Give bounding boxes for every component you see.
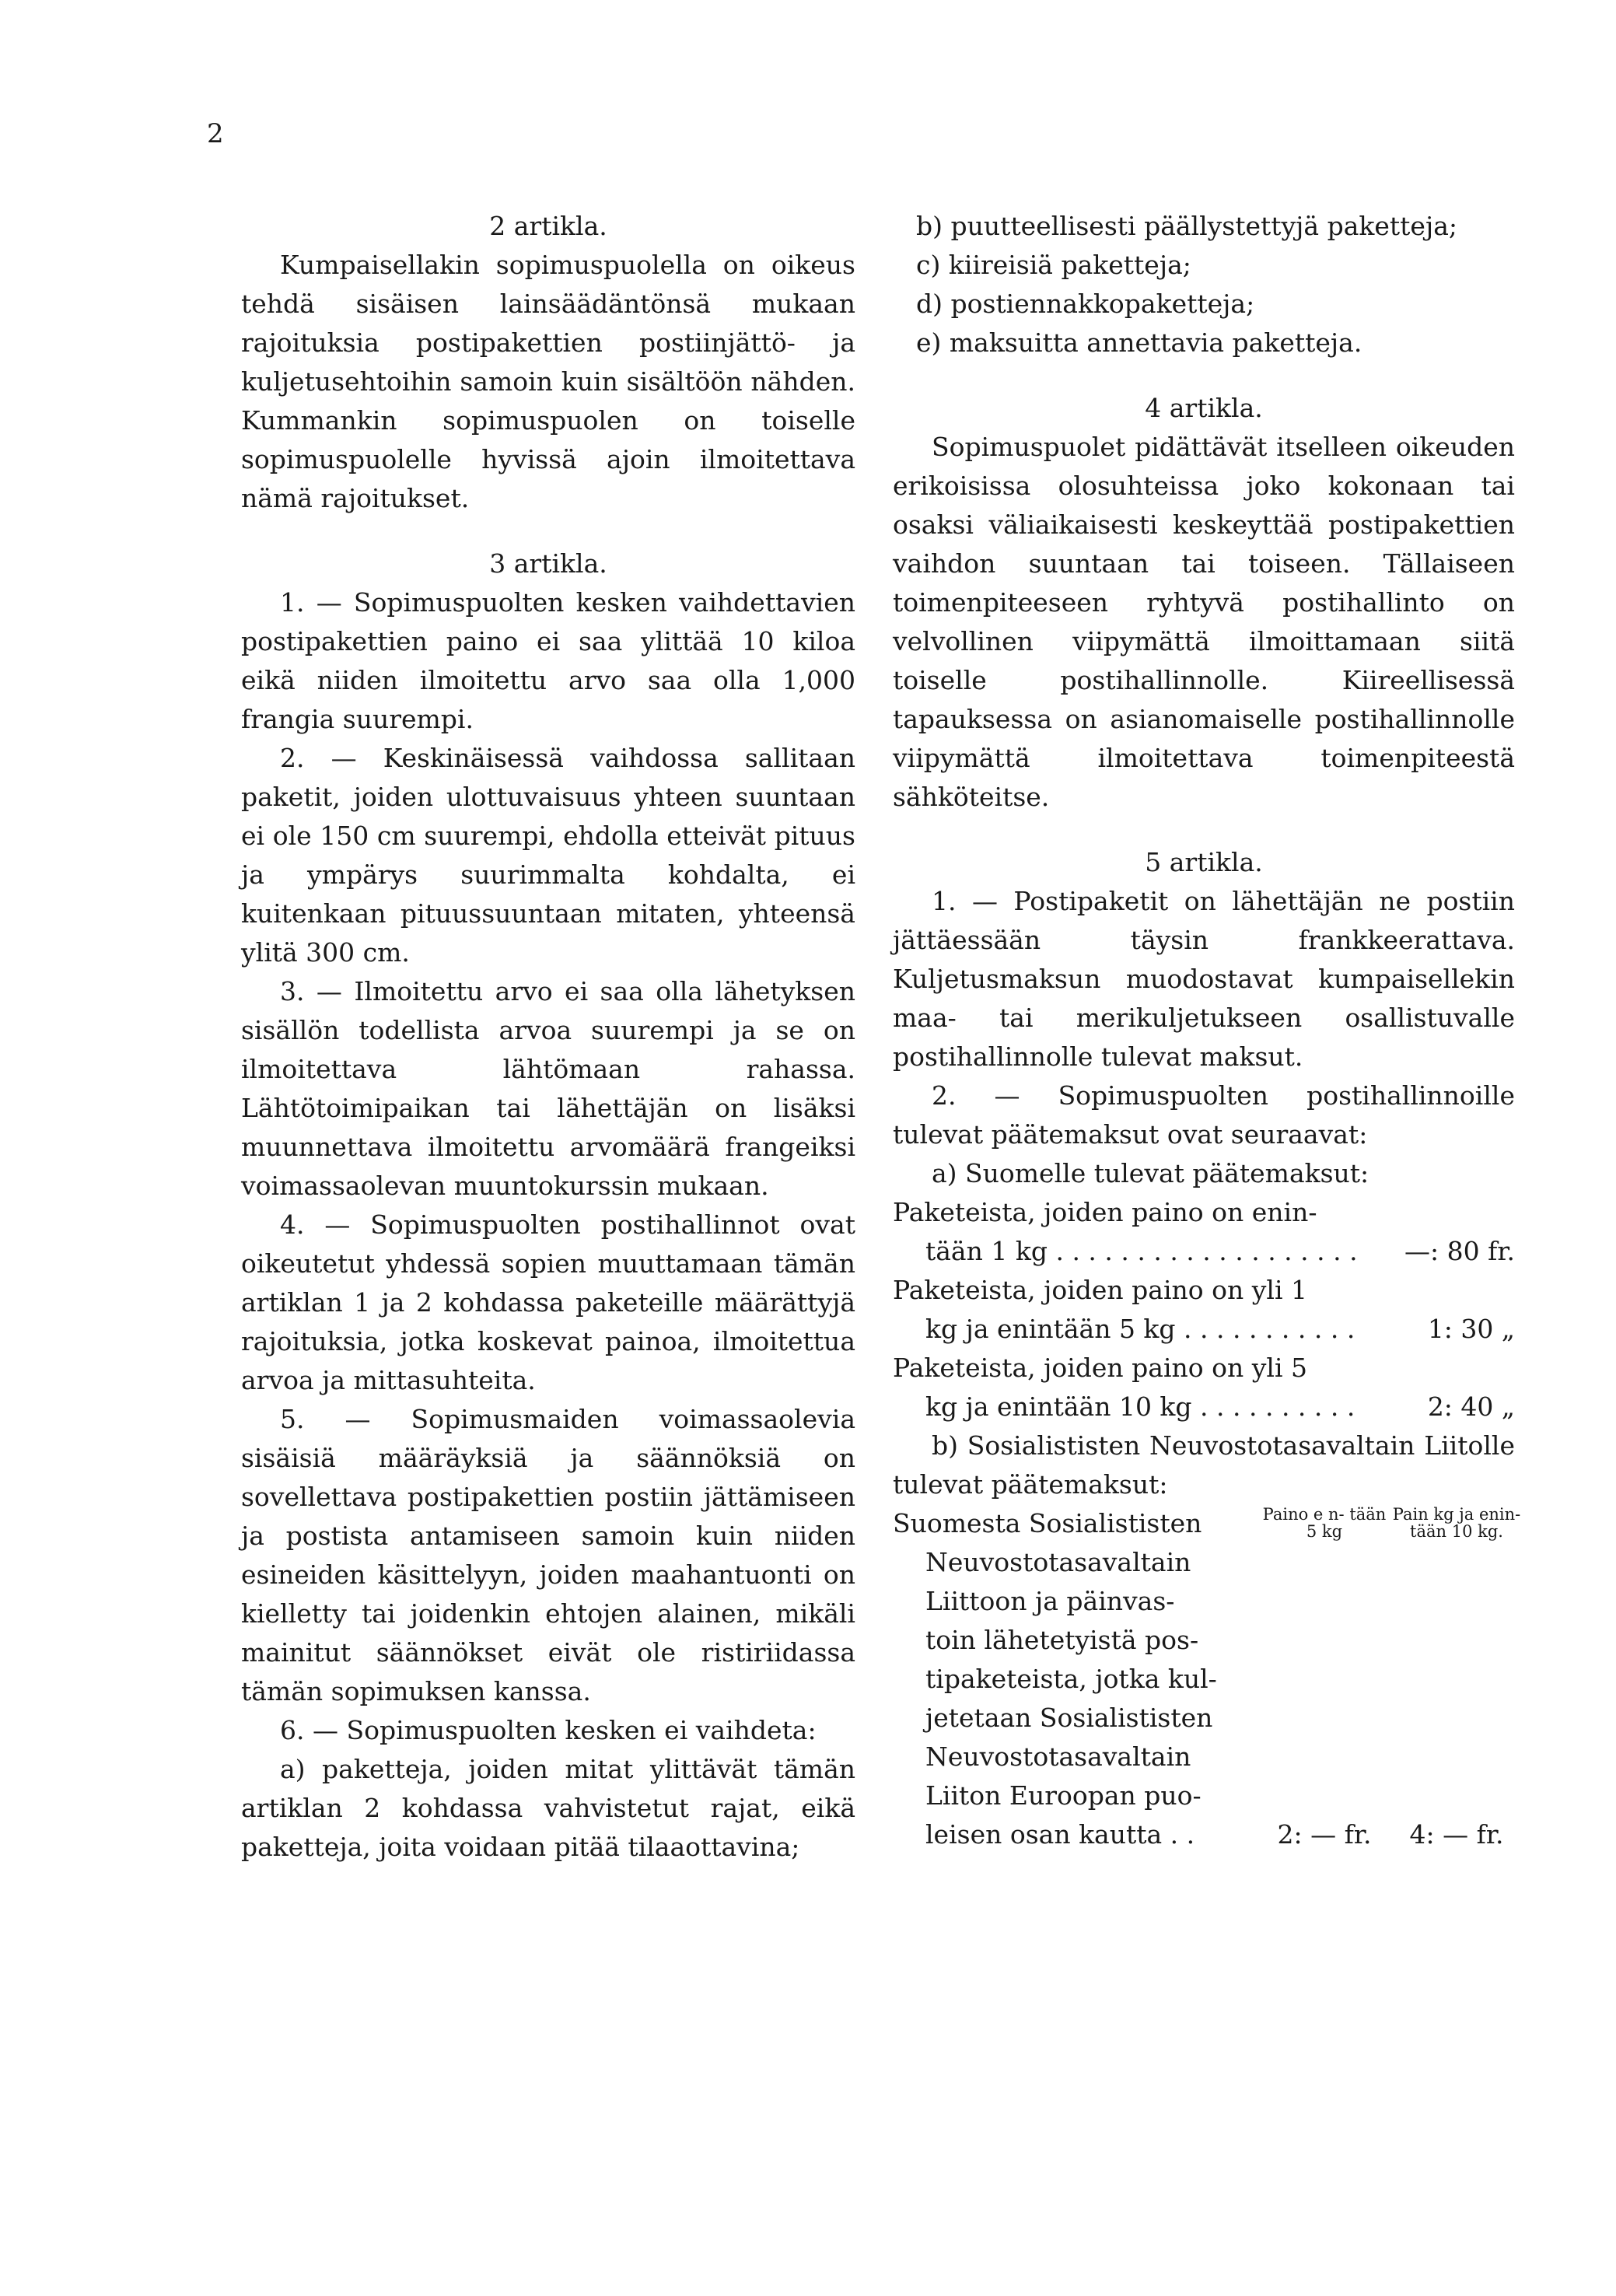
route-line: tipaketeista, jotka kul- (925, 1664, 1217, 1694)
item-d: d) postiennakkopaketteja; (916, 289, 1255, 319)
article-4-heading: 4 artikla. (1145, 393, 1263, 423)
article-3-paragraph-3: 3. — Ilmoitettu arvo ei saa olla lähetyksen sisällön todellista arvoa suurempi ja se on ilmoitettava lähtömaan rahassa. Lähtötoimipaikan tai lähettäjän on lisäksi muunnettava ilmoitettu arvomäärä frangeiksi voimassaolevan muuntokurssin mukaan. (241, 976, 855, 1201)
fee-row (893, 1193, 1515, 1271)
article-3-paragraph-5: 5. — Sopimusmaiden voimassaolevia sisäisiä määräyksiä ja säännöksiä on sovellettava postipakettien postiin jättämiseen ja postista antamiseen samoin kuin niiden esineiden käsittelyyn, joiden maahantuonti on kielletty tai joidenkin ehtojen alainen, mikäli mainitut säännökset eivät ole ristiriidassa tämän sopimuksen kanssa. (241, 1404, 855, 1706)
item-c: c) kiireisiä paketteja; (916, 250, 1191, 280)
article-3-item-a: a) paketteja, joiden mitat ylittävät tämän artiklan 2 kohdassa vahvistetut rajat, eikä paketteja, joita voidaan pitää tilaaottavina; (241, 1754, 855, 1862)
column-header-5kg: Paino e n- tään 5 kg (1262, 1505, 1387, 1541)
route-line: Neuvostotasavaltain (925, 1547, 1191, 1577)
route-line: Suomesta Sosialististen (893, 1508, 1202, 1538)
fee-value: 1: 30 „ (1427, 1314, 1515, 1344)
fee-value-5kg: 2: — fr. (1277, 1819, 1372, 1850)
fee-value: 2: 40 „ (1427, 1391, 1515, 1422)
fees-a-heading: a) Suomelle tulevat päätemaksut: (932, 1158, 1369, 1188)
article-3-paragraph-2: 2. — Keskinäisessä vaihdossa sallitaan paketit, joiden ulottuvaisuus yhteen suuntaan ei ole 150 cm suurempi, ehdolla etteivät pituus ja ympärys suurimmalta kohdalta, ei kuitenkaan pituussuuntaan mitaten, yhteensä ylitä 300 cm. (241, 743, 855, 968)
route-line: toin lähetetyistä pos- (925, 1625, 1199, 1655)
fee-description-cont: tään 1 kg . . . (925, 1232, 1359, 1271)
route-line: Liiton Euroopan puo- (925, 1780, 1202, 1811)
item-e: e) maksuitta annettavia paketteja. (916, 327, 1362, 358)
route-description (893, 1504, 1258, 1854)
fee-description-cont: kg ja enintään 5 kg . . . (925, 1310, 1359, 1349)
page-number: 2 (207, 118, 224, 149)
article-2-text: Kumpaisellakin sopimuspuolella on oikeus tehdä sisäisen lainsäädäntönsä mukaan rajoituksia postipakettien postiinjättö- ja kuljetusehtoihin samoin kuin sisältöön nähden. Kummankin sopimuspuolen on toiselle sopimuspuolelle hyvissä ajoin ilmoitettava nämä rajoitukset. (241, 250, 855, 513)
article-5-paragraph-2: 2. — Sopimuspuolten postihallinnoille tulevat päätemaksut ovat seuraavat: (893, 1080, 1515, 1150)
fee-description-cont: kg ja enintään 10 kg . . . (925, 1388, 1359, 1426)
route-line: jetetaan Sosialististen (925, 1703, 1213, 1733)
route-values (1258, 1815, 1523, 1854)
fee-row (893, 1271, 1515, 1349)
left-column (241, 207, 855, 1867)
fees-b-table (893, 1504, 1521, 1854)
route-line: Neuvostotasavaltain (925, 1741, 1191, 1772)
article-3-paragraph-4: 4. — Sopimuspuolten postihallinnot ovat oikeutetut yhdessä sopien muuttamaan tämän artiklan 1 ja 2 kohdassa paketeille määrättyjä rajoituksia, jotka koskevat painoa, ilmoitettua arvoa ja mittasuhteita. (241, 1209, 855, 1395)
article-4-text: Sopimuspuolet pidättävät itselleen oikeuden erikoisissa olosuhteissa joko kokonaan tai osaksi väliaikaisesti keskeyttää postipakettien vaihdon suuntaan tai toiseen. Tällaiseen toimenpiteeseen ryhtyvä postihallinto on velvollinen viipymättä ilmoittamaan siitä toiselle postihallinnolle. Kiireellisessä tapauksessa on asianomaiselle postihallinnolle viipymättä ilmoitettava toimenpiteestä sähköteitse. (893, 432, 1515, 812)
right-column (893, 207, 1521, 1854)
route-column-headers (1258, 1506, 1523, 1540)
fee-description: Paketeista, joiden paino on yli 5 (893, 1353, 1307, 1383)
column-header-10kg: Pain kg ja enin- tään 10 kg. (1392, 1505, 1521, 1541)
article-5-heading: 5 artikla. (1145, 847, 1263, 877)
article-3-paragraph-6: 6. — Sopimuspuolten kesken ei vaihdeta: (280, 1715, 817, 1745)
fee-description: Paketeista, joiden paino on yli 1 (893, 1275, 1307, 1305)
fee-description: Paketeista, joiden paino on enin- (893, 1197, 1317, 1227)
fee-value: —: 80 fr. (1404, 1236, 1515, 1266)
fee-row (893, 1349, 1515, 1426)
route-line: leisen osan kautta . . (925, 1819, 1195, 1850)
fee-value-10kg: 4: — fr. (1409, 1819, 1504, 1850)
route-line: Liittoon ja päinvas- (925, 1586, 1175, 1616)
item-b: b) puutteellisesti päällystettyjä paketteja; (916, 211, 1457, 241)
article-5-paragraph-1: 1. — Postipaketit on lähettäjän ne postiin jättäessään täysin frankkeerattava. Kuljetusmaksun muodostavat kumpaisellekin maa- tai merikuljetukseen osallistuvalle postihallinnolle tulevat maksut. (893, 886, 1515, 1072)
article-3-paragraph-1: 1. — Sopimuspuolten kesken vaihdettavien postipakettien paino ei saa ylittää 10 kiloa eikä niiden ilmoitettu arvo saa olla 1,000 frangia suurempi. (241, 587, 855, 734)
article-3-heading: 3 artikla. (489, 548, 607, 579)
fees-b-heading: b) Sosialististen Neuvostotasavaltain Liitolle tulevat päätemaksut: (893, 1430, 1515, 1500)
article-2-heading: 2 artikla. (489, 211, 607, 241)
